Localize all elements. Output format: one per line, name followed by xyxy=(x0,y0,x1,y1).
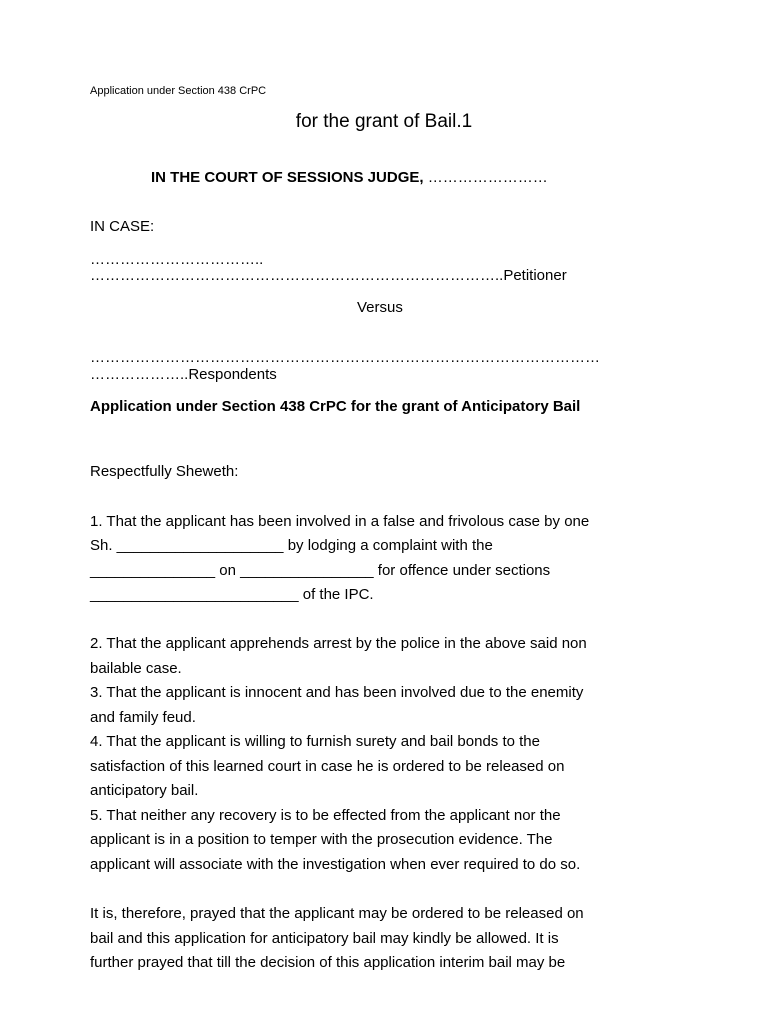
court-dots: …………………… xyxy=(423,169,548,186)
court-line xyxy=(151,170,548,185)
greeting: Respectfully Sheweth: xyxy=(90,463,239,480)
petitioner-dots-1: …………………………….. xyxy=(90,251,264,268)
respondent-line: ………………..Respondents xyxy=(90,366,277,383)
paragraph-5-line: 5. That neither any recovery is to be effected from the applicant nor the xyxy=(90,807,561,824)
header-small-line: Application under Section 438 CrPC xyxy=(90,85,267,97)
prayer-line: bail and this application for anticipatory bail may kindly be allowed. It is xyxy=(90,930,559,947)
paragraph-2-line: 2. That the applicant apprehends arrest by the police in the above said non xyxy=(90,635,587,652)
document-title: for the grant of Bail.1 xyxy=(295,111,473,132)
paragraph-1-line: _________________________ of the IPC. xyxy=(90,586,374,603)
prayer-line: It is, therefore, prayed that the applicant may be ordered to be released on xyxy=(90,905,584,922)
paragraph-1-line: 1. That the applicant has been involved in a false and frivolous case by one xyxy=(90,513,590,530)
paragraph-3-line: and family feud. xyxy=(90,709,196,726)
in-case-label: IN CASE: xyxy=(90,218,155,235)
petitioner-line: ………………………………………………………………………..Petitioner xyxy=(90,267,567,284)
paragraph-1-line: Sh. ____________________ by lodging a complaint with the xyxy=(90,537,493,554)
court-heading: IN THE COURT OF SESSIONS JUDGE, xyxy=(151,169,424,186)
paragraph-2-line: bailable case. xyxy=(90,660,182,677)
paragraph-5-line: applicant will associate with the investigation when ever required to do so. xyxy=(90,856,581,873)
respondent-dots-1: ………………………………………………………………………………………… xyxy=(90,349,600,366)
paragraph-5-line: applicant is in a position to temper with the prosecution evidence. The xyxy=(90,831,553,848)
versus-label: Versus xyxy=(357,299,403,316)
paragraph-4-line: anticipatory bail. xyxy=(90,782,199,799)
paragraph-3-line: 3. That the applicant is innocent and has been involved due to the enemity xyxy=(90,684,584,701)
paragraph-4-line: 4. That the applicant is willing to furnish surety and bail bonds to the xyxy=(90,733,540,750)
prayer-line: further prayed that till the decision of this application interim bail may be xyxy=(90,954,566,971)
paragraph-4-line: satisfaction of this learned court in case he is ordered to be released on xyxy=(90,758,565,775)
paragraph-1-line: _______________ on ________________ for offence under sections xyxy=(90,562,551,579)
application-heading: Application under Section 438 CrPC for the grant of Anticipatory Bail xyxy=(90,398,581,415)
